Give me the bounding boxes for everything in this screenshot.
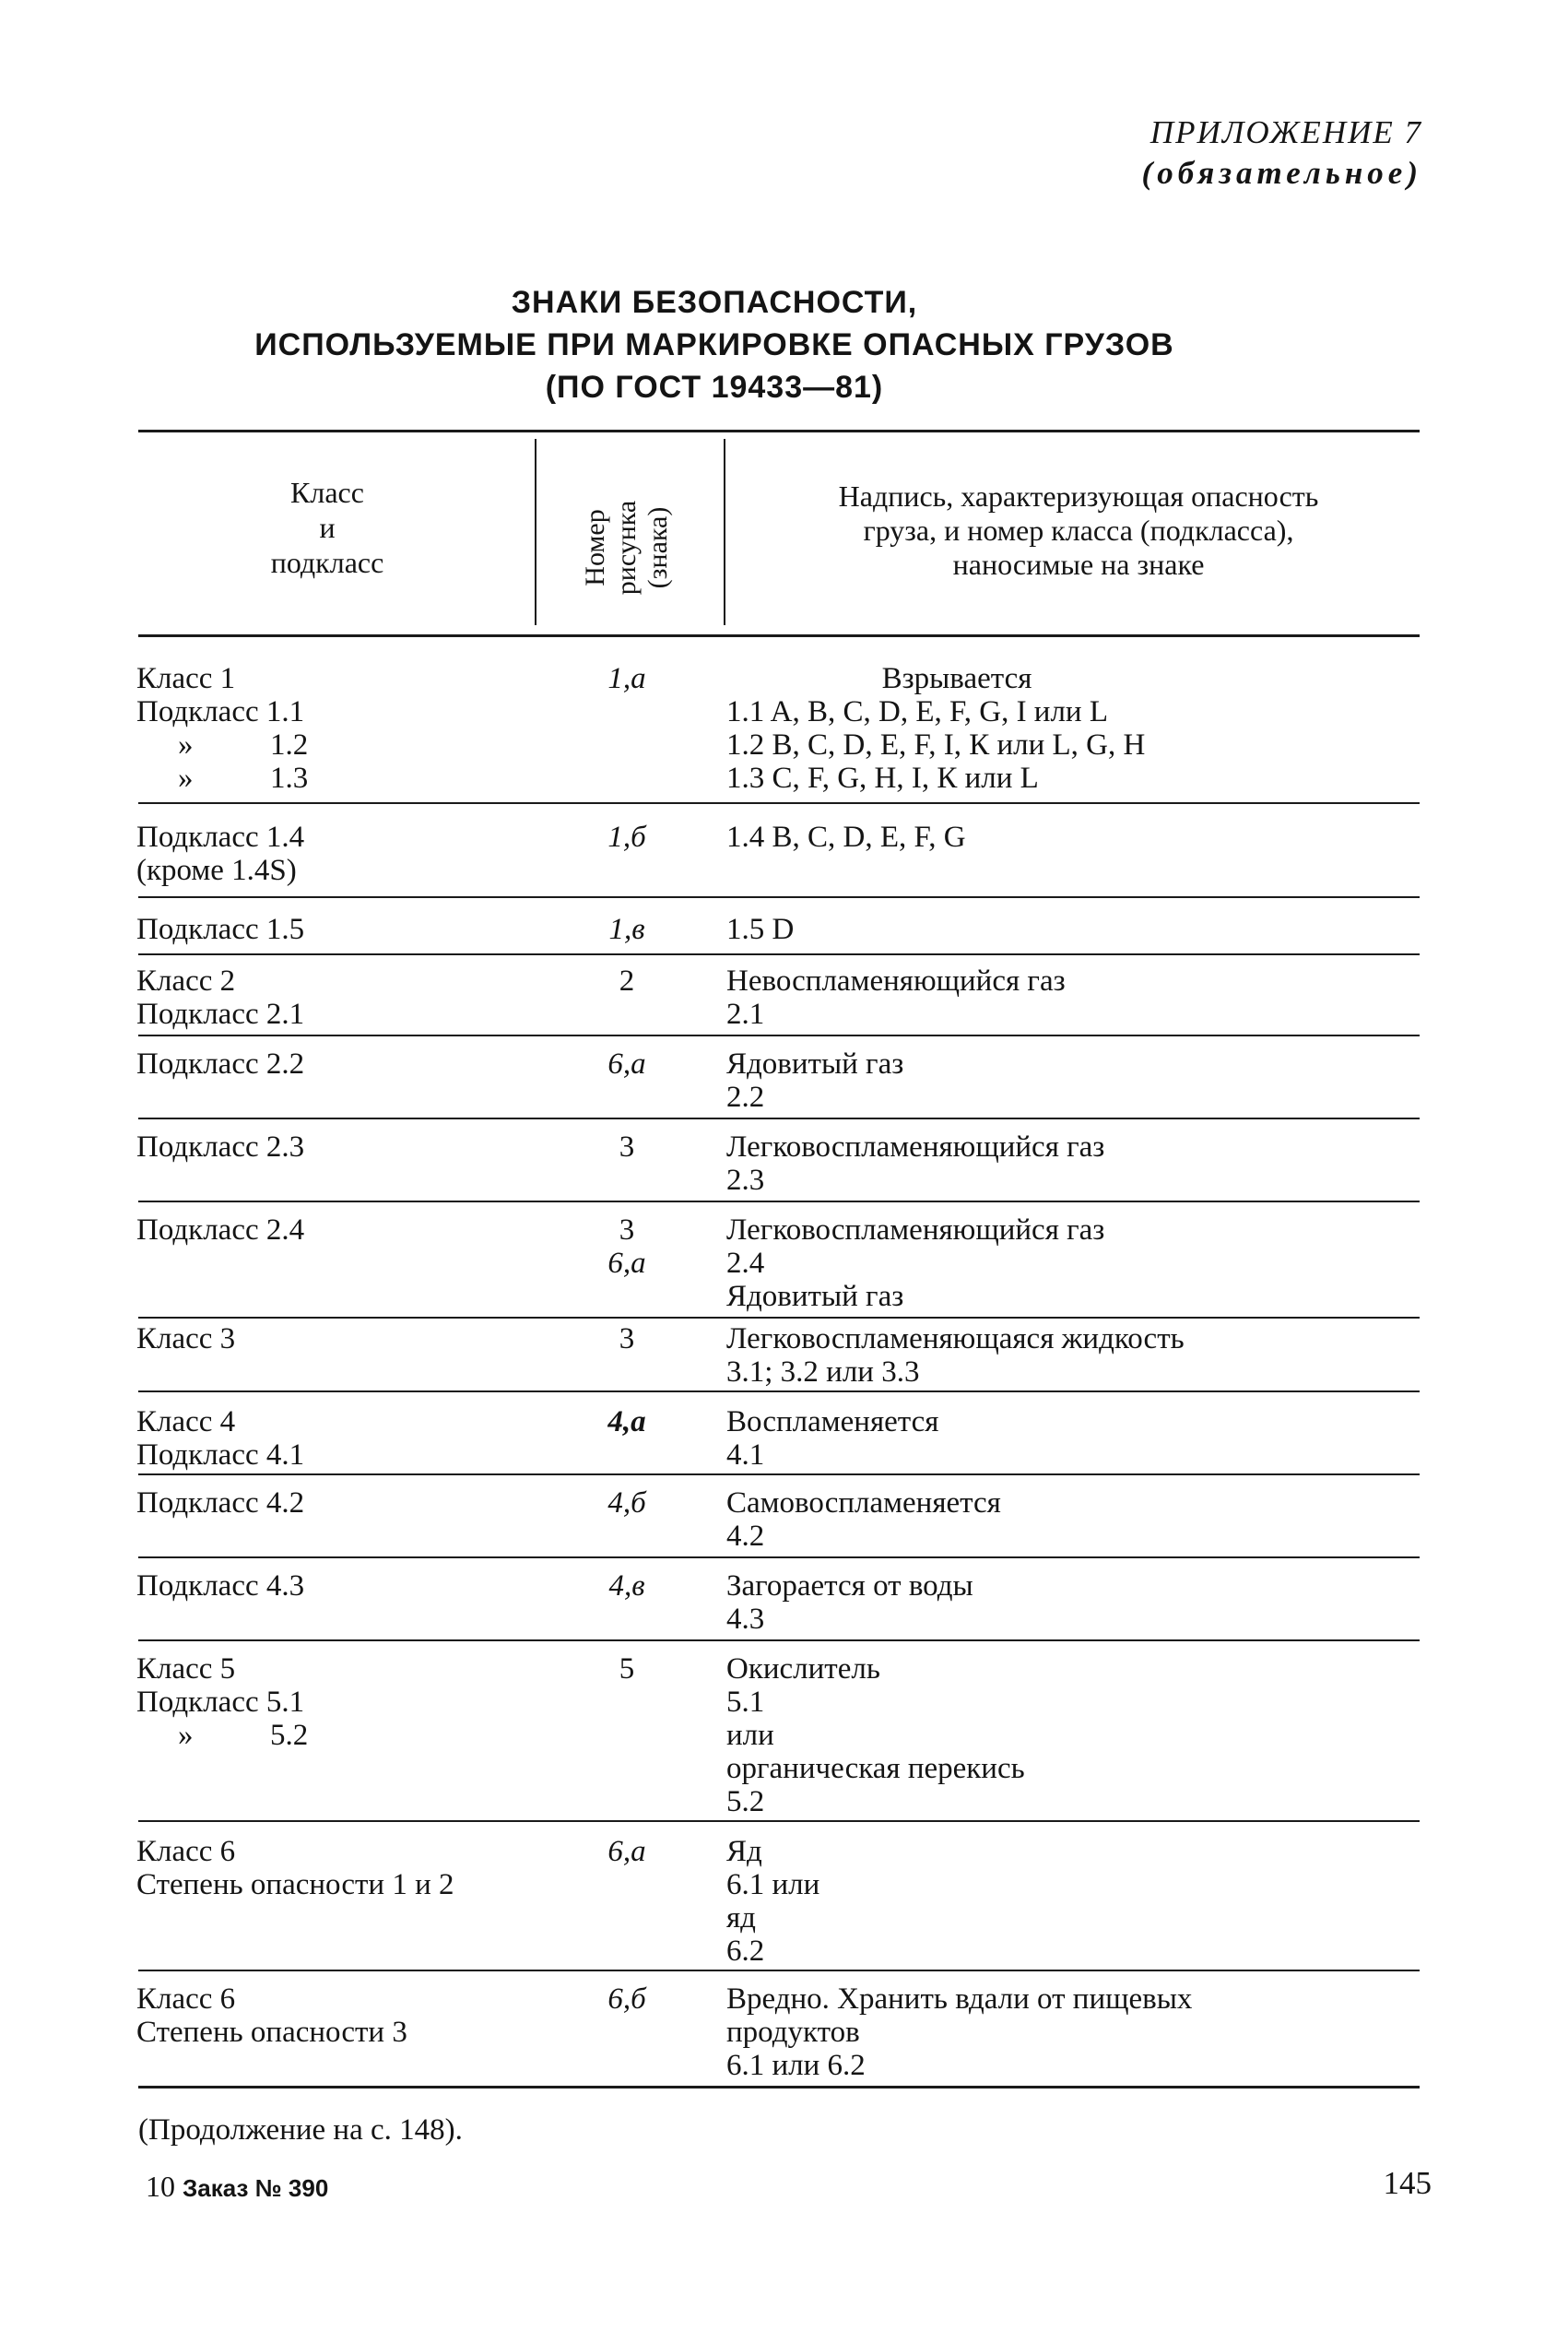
row-rule <box>138 1118 1420 1119</box>
description-cell <box>726 1835 1427 1968</box>
header-class-line: Класс <box>290 476 364 509</box>
figure-number-cell <box>553 1569 701 1603</box>
class-cell <box>136 1835 579 1901</box>
row-rule <box>138 1970 1420 1971</box>
row-rule <box>138 1317 1420 1319</box>
class-cell <box>136 1486 579 1520</box>
description-line: Загорается от воды <box>726 1569 973 1603</box>
page-title <box>129 281 1300 408</box>
class-line: Класс 3 <box>136 1322 236 1355</box>
description-line: 1.2 B, C, D, E, F, I, К или L, G, H <box>726 728 1146 762</box>
class-cell <box>136 1130 579 1164</box>
header-number-line: Номер <box>580 509 610 586</box>
page-number: 145 <box>1383 2165 1432 2201</box>
class-cell <box>136 1982 579 2049</box>
description-line: Взрывается <box>881 662 1032 695</box>
description-cell <box>726 1652 1427 1818</box>
row-rule <box>138 1820 1420 1822</box>
print-order <box>146 2170 328 2205</box>
figure-number: 5 <box>619 1652 635 1686</box>
header-figure-number <box>572 479 682 617</box>
class-cell <box>136 964 579 1031</box>
description-cell <box>726 1405 1427 1472</box>
description-line: продуктов <box>726 2016 860 2049</box>
description-line: Легковоспламеняющийся газ <box>726 1130 1105 1164</box>
description-line: Яд <box>726 1835 762 1868</box>
subclass-number: 1.3 <box>270 762 309 795</box>
description-cell <box>726 1213 1427 1313</box>
class-line: Подкласс 2.3 <box>136 1130 305 1164</box>
figure-number: 4,а <box>607 1405 646 1438</box>
class-ditto-line <box>136 762 579 795</box>
class-cell <box>136 1047 579 1081</box>
row-rule <box>138 1473 1420 1475</box>
row-rule <box>138 1201 1420 1202</box>
class-ditto-line <box>136 728 579 762</box>
description-line: 1.4 B, C, D, E, F, G <box>726 821 966 854</box>
description-line: Вредно. Хранить вдали от пищевых <box>726 1982 1193 2016</box>
figure-number-cell <box>553 662 701 695</box>
figure-number: 1,а <box>607 662 646 695</box>
description-line: 5.2 <box>726 1785 765 1818</box>
figure-number-cell <box>553 1322 701 1355</box>
description-cell <box>726 913 1427 946</box>
row-rule <box>138 1035 1420 1036</box>
figure-number-cell <box>553 1405 701 1438</box>
description-line: органическая перекись <box>726 1752 1025 1785</box>
description-cell <box>726 1130 1427 1197</box>
class-line: Подкласс 1.5 <box>136 913 305 946</box>
class-line: Подкласс 4.3 <box>136 1569 305 1603</box>
figure-number: 6,а <box>607 1835 646 1868</box>
figure-number: 3 <box>619 1322 635 1355</box>
figure-number: 6,а <box>607 1047 646 1081</box>
description-cell <box>726 1569 1427 1636</box>
figure-number-cell <box>553 1047 701 1081</box>
appendix-status: (обязательное) <box>1141 155 1422 191</box>
title-line-1: ЗНАКИ БЕЗОПАСНОСТИ, <box>511 285 918 320</box>
appendix-number: ПРИЛОЖЕНИЕ 7 <box>1149 114 1422 150</box>
class-cell <box>136 662 579 795</box>
class-line: Подкласс 5.1 <box>136 1686 305 1719</box>
title-line-3: (ПО ГОСТ 19433—81) <box>545 370 884 405</box>
figure-number-cell <box>553 913 701 946</box>
table-bottom-rule <box>138 2086 1420 2088</box>
row-rule <box>138 1390 1420 1392</box>
description-line: 4.2 <box>726 1520 765 1553</box>
description-line: 2.1 <box>726 998 765 1031</box>
subclass-number: 5.2 <box>270 1719 309 1752</box>
class-cell <box>136 821 579 887</box>
description-line: Легковоспламеняющаяся жидкость <box>726 1322 1185 1355</box>
ditto-mark: » <box>178 728 194 762</box>
ditto-mark: » <box>178 1719 194 1752</box>
order-sheet-number: 10 <box>146 2170 175 2203</box>
header-number-line: рисунка <box>611 500 642 596</box>
description-line: 2.3 <box>726 1164 765 1197</box>
description-line: Ядовитый газ <box>726 1280 904 1313</box>
header-bottom-rule <box>138 634 1420 637</box>
description-line: 1.1 A, B, C, D, E, F, G, I или L <box>726 695 1108 728</box>
figure-number-cell <box>553 1486 701 1520</box>
class-cell <box>136 1405 579 1472</box>
header-class <box>138 475 516 580</box>
table-top-rule <box>138 430 1420 432</box>
row-rule <box>138 1556 1420 1558</box>
class-line: Подкласс 2.2 <box>136 1047 305 1081</box>
class-line: Степень опасности 3 <box>136 2016 407 2049</box>
description-line: или <box>726 1719 774 1752</box>
figure-number-cell <box>553 1982 701 2016</box>
figure-number-cell <box>553 964 701 998</box>
ditto-mark: » <box>178 762 194 795</box>
figure-number: 3 <box>619 1213 635 1247</box>
class-cell <box>136 1652 579 1752</box>
class-line: Класс 5 <box>136 1652 236 1686</box>
description-line: Воспламеняется <box>726 1405 939 1438</box>
description-cell <box>726 1047 1427 1114</box>
description-cell <box>726 821 1427 854</box>
class-line: Подкласс 1.4 <box>136 821 305 854</box>
description-line: 1.3 C, F, G, H, I, К или L <box>726 762 1039 795</box>
figure-number-cell <box>553 1652 701 1686</box>
description-line: 1.5 D <box>726 913 795 946</box>
description-cell <box>726 1486 1427 1553</box>
description-line: 6.1 или 6.2 <box>726 2049 866 2082</box>
description-line: 2.4 <box>726 1247 765 1280</box>
header-desc-line: наносимые на знаке <box>952 548 1205 581</box>
class-cell <box>136 1569 579 1603</box>
figure-number-cell <box>553 1835 701 1868</box>
figure-number: 2 <box>619 964 635 998</box>
figure-number: 4,б <box>607 1486 646 1520</box>
description-line: 4.3 <box>726 1603 765 1636</box>
class-ditto-line <box>136 1719 579 1752</box>
row-rule <box>138 802 1420 804</box>
description-line: Ядовитый газ <box>726 1047 904 1081</box>
class-line: Подкласс 2.4 <box>136 1213 305 1247</box>
title-line-2: ИСПОЛЬЗУЕМЫЕ ПРИ МАРКИРОВКЕ ОПАСНЫХ ГРУЗОВ <box>254 327 1174 362</box>
description-line: 4.1 <box>726 1438 765 1472</box>
header-divider-right <box>724 439 725 625</box>
description-cell <box>726 662 1427 795</box>
class-line: Класс 6 <box>136 1835 236 1868</box>
class-line: Класс 1 <box>136 662 236 695</box>
description-line: Окислитель <box>726 1652 880 1686</box>
figure-number: 1,б <box>607 821 646 854</box>
class-cell <box>136 1322 579 1355</box>
figure-number-cell <box>553 1213 701 1280</box>
figure-number: 1,в <box>608 913 645 946</box>
header-class-line: подкласс <box>270 546 384 579</box>
class-cell <box>136 913 579 946</box>
class-line: Подкласс 4.2 <box>136 1486 305 1520</box>
description-line: 6.1 или <box>726 1868 820 1901</box>
figure-number: 6,а <box>607 1247 646 1280</box>
header-description <box>737 479 1420 582</box>
header-divider-left <box>535 439 536 625</box>
class-line: Подкласс 4.1 <box>136 1438 305 1472</box>
class-line: Степень опасности 1 и 2 <box>136 1868 454 1901</box>
description-cell <box>726 1982 1427 2082</box>
continuation-note: (Продолжение на с. 148). <box>138 2113 463 2147</box>
description-cell <box>726 964 1427 1031</box>
description-line: 5.1 <box>726 1686 765 1719</box>
description-line: 6.2 <box>726 1935 765 1968</box>
class-line: Класс 2 <box>136 964 236 998</box>
class-line: Класс 4 <box>136 1405 236 1438</box>
header-desc-line: груза, и номер класса (подкласса), <box>863 514 1294 547</box>
header-number-line: (знака) <box>643 506 673 589</box>
figure-number: 6,б <box>607 1982 646 2016</box>
order-text: Заказ № 390 <box>183 2174 329 2202</box>
description-line: 3.1; 3.2 или 3.3 <box>726 1355 920 1389</box>
subclass-number: 1.2 <box>270 728 309 762</box>
description-line: яд <box>726 1901 756 1935</box>
figure-number: 4,в <box>608 1569 645 1603</box>
description-line: Самовоспламеняется <box>726 1486 1001 1520</box>
class-line: Класс 6 <box>136 1982 236 2016</box>
row-rule <box>138 896 1420 898</box>
description-line: Легковоспламеняющийся газ <box>726 1213 1105 1247</box>
class-line: Подкласс 1.1 <box>136 695 305 728</box>
appendix-label <box>1142 112 1422 194</box>
class-line: (кроме 1.4S) <box>136 854 297 887</box>
header-class-line: и <box>319 511 336 544</box>
figure-number-cell <box>553 821 701 854</box>
figure-number: 3 <box>619 1130 635 1164</box>
class-cell <box>136 1213 579 1247</box>
class-line: Подкласс 2.1 <box>136 998 305 1031</box>
description-cell <box>726 1322 1427 1389</box>
figure-number-cell <box>553 1130 701 1164</box>
description-line: 2.2 <box>726 1081 765 1114</box>
row-rule <box>138 1639 1420 1641</box>
header-desc-line: Надпись, характеризующая опасность <box>838 479 1319 513</box>
row-rule <box>138 953 1420 955</box>
description-line: Невоспламеняющийся газ <box>726 964 1066 998</box>
